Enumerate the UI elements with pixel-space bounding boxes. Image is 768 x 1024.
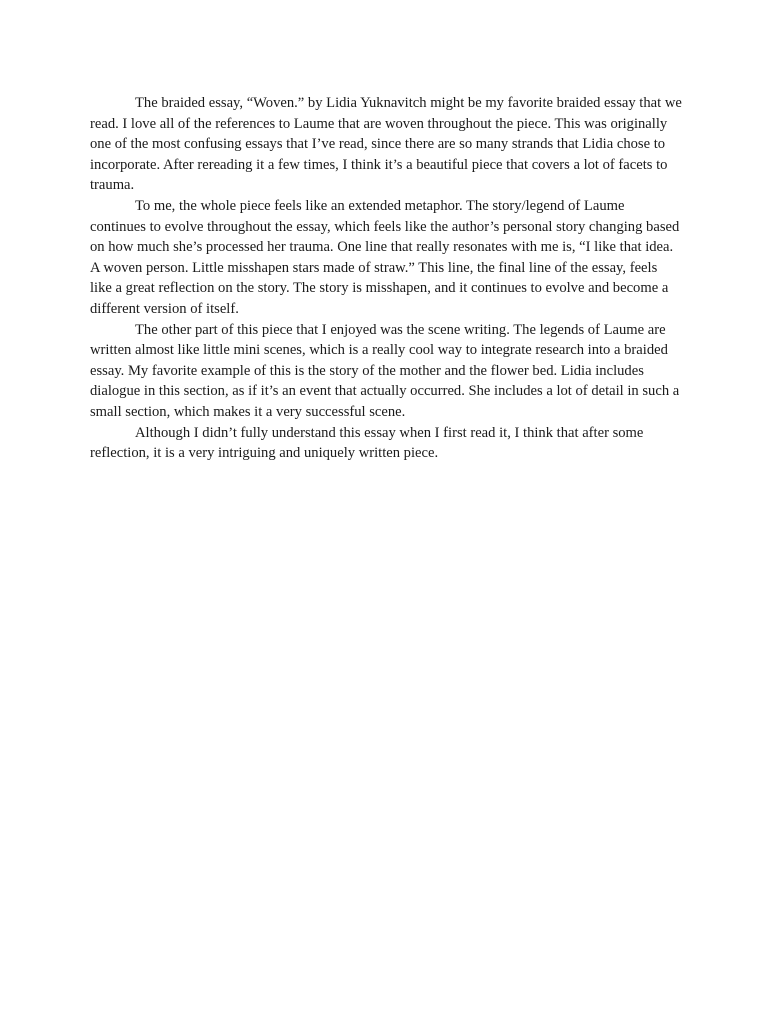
paragraph-4: Although I didn’t fully understand this essay when I first read it, I think that after some reflection, it is a very intriguing and uniquely written piece. bbox=[90, 424, 644, 462]
essay-body bbox=[90, 93, 682, 464]
paragraph-1: The braided essay, “Woven.” by Lidia Yuknavitch might be my favorite braided essay that we read. I love all of the references to Laume that are woven throughout the piece. This was originally one of the most confusing essays that I’ve read, since there are so many strands that Lidia chose to incorporate. After rereading it a few times, I think it’s a beautiful piece that covers a lot of facets to trauma. bbox=[90, 95, 682, 194]
paragraph-2: To me, the whole piece feels like an extended metaphor. The story/legend of Laume continues to evolve throughout the essay, which feels like the author’s personal story changing based on how much she’s processed her trauma. One line that really resonates with me is, “I like that idea. A woven person. Little misshapen stars made of straw.” This line, the final line of the essay, feels like a great reflection on the story. The story is misshapen, and it continues to evolve and become a different version of itself. bbox=[90, 197, 680, 317]
paragraph-3: The other part of this piece that I enjoyed was the scene writing. The legends of Laume are written almost like little mini scenes, which is a really cool way to integrate research into a braided essay. My favorite example of this is the story of the mother and the flower bed. Lidia includes dialogue in this section, as if it’s an event that actually occurred. She includes a lot of detail in such a small section, which makes it a very successful scene. bbox=[90, 321, 680, 420]
